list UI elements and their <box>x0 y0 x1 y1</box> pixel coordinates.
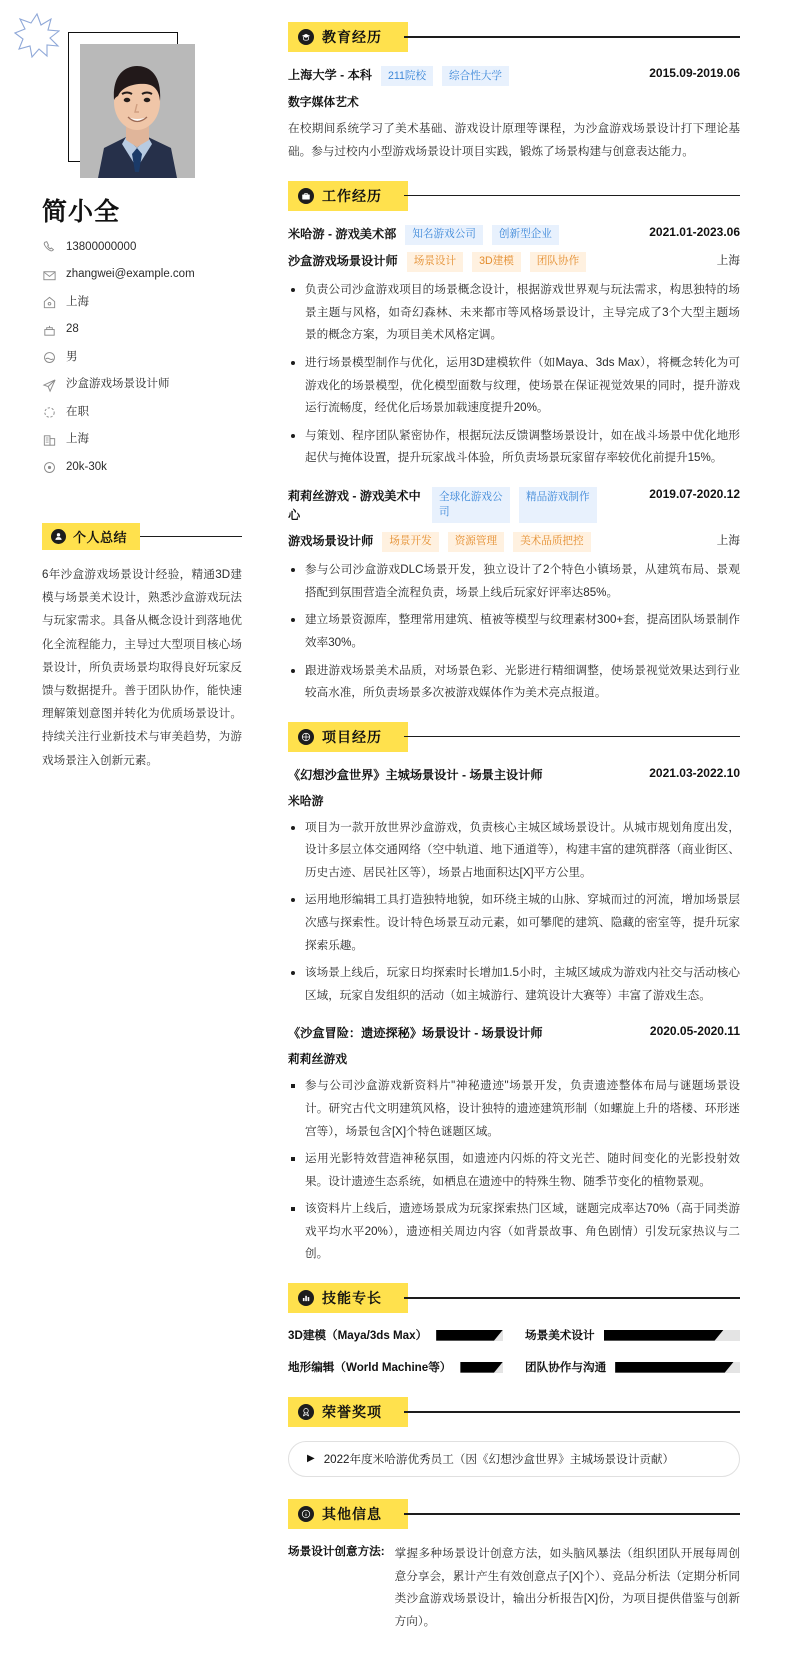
school-name: 上海大学 - 本科 <box>288 68 372 82</box>
play-triangle-icon: ▶ <box>307 1453 315 1465</box>
skill-fill <box>604 1330 724 1341</box>
grid-icon <box>298 729 314 745</box>
work-heading: 工作经历 <box>322 187 382 204</box>
skill-bar <box>460 1362 503 1373</box>
role-tags <box>382 532 699 552</box>
skill-bar <box>604 1330 740 1341</box>
contact-position <box>42 378 256 393</box>
skill-label: 场景美术设计 <box>525 1329 595 1343</box>
main-content <box>280 0 794 1661</box>
company-tags <box>432 487 632 523</box>
education-entry <box>288 66 740 164</box>
education-heading: 教育经历 <box>322 29 382 45</box>
work-date: 2021.01-2023.06 <box>649 224 740 239</box>
contact-value: zhangwei@example.com <box>66 268 195 281</box>
section-projects <box>288 722 740 1266</box>
skill-item <box>525 1327 740 1343</box>
salary-icon <box>42 460 57 475</box>
company-name: 米哈游 - 游戏美术部 <box>288 226 397 241</box>
project-bullets <box>288 1075 740 1266</box>
section-education <box>288 22 740 164</box>
work-entry <box>288 487 740 705</box>
contact-value: 上海 <box>66 433 89 446</box>
list-item: 与策划、程序团队紧密协作，根据玩法反馈调整场景设计，如在战斗场景中优化地形起伏与掩体设置，提升玩家战斗体验，所负责场景玩家留存率较优化前提升15%。 <box>288 425 740 470</box>
contact-list <box>42 240 256 475</box>
skill-fill <box>460 1362 503 1373</box>
section-work <box>288 181 740 705</box>
graduation-icon <box>298 29 314 45</box>
contact-value: 上海 <box>66 295 89 308</box>
phone-icon <box>42 240 57 255</box>
list-item: 建立场景资源库，整理常用建筑、植被等模型与纹理素材300+套，提高团队场景制作效率30%。 <box>288 609 740 654</box>
page-title: 简小全 <box>42 198 121 226</box>
project-entry <box>288 1024 740 1266</box>
skill-item <box>525 1359 740 1375</box>
paper-plane-icon <box>42 378 57 393</box>
skill-label: 团队协作与沟通 <box>525 1361 607 1375</box>
home-icon <box>42 295 57 310</box>
contact-value: 男 <box>66 350 78 363</box>
skills-header <box>288 1283 740 1313</box>
header-rule <box>404 1297 740 1298</box>
briefcase-icon <box>298 188 314 204</box>
tag: 3D建模 <box>472 252 521 272</box>
projects-header <box>288 722 740 752</box>
company-name: 莉莉丝游戏 - 游戏美术中心 <box>288 489 421 522</box>
cake-icon <box>42 323 57 338</box>
tag: 场景设计 <box>407 252 463 272</box>
gender-icon <box>42 350 57 365</box>
tag: 精品游戏制作 <box>519 487 597 523</box>
skill-bar <box>615 1362 740 1373</box>
role-name: 沙盒游戏场景设计师 <box>288 253 398 268</box>
header-rule <box>404 36 740 37</box>
section-honors <box>288 1397 740 1477</box>
summary-text: 6年沙盒游戏场景设计经验，精通3D建模与场景美术设计，熟悉沙盒游戏玩法与玩家需求。具备从概念设计到落地优化全流程能力，主导过大型项目核心场景设计，所负责场景均取得良好玩家反馈与数据提升。善于团队协作，能快速理解策划意图并转化为优质场景设计。持续关注行业新技术与审美趋势，为游戏场景注入创新元素。 <box>42 568 242 767</box>
other-label: 场景设计创意方法: <box>288 1545 385 1559</box>
list-item: 该资料片上线后，遗迹场景成为玩家探索热门区域，谜题完成率达70%（高于同类游戏平均水平20%），遗迹相关周边内容（如背景故事、角色剧情）引发玩家热议与二创。 <box>288 1198 740 1266</box>
header-rule <box>404 195 740 196</box>
contact-gender <box>42 350 256 365</box>
work-bullets <box>288 279 740 470</box>
tag: 211院校 <box>381 66 433 86</box>
project-company: 莉莉丝游戏 <box>288 1052 347 1067</box>
contact-value: 20k-30k <box>66 460 107 473</box>
info-icon <box>298 1506 314 1522</box>
contact-email <box>42 268 256 283</box>
school-tags <box>381 66 632 86</box>
work-location: 上海 <box>716 533 740 547</box>
list-item: 参与公司沙盒游戏新资料片"神秘遗迹"场景开发，负责遗迹整体布局与谜题场景设计。研究古代文明建筑风格，设计独特的遗迹建筑形制（如螺旋上升的塔楼、环形迷宫等），场景包含[X]个特色谜题区域。 <box>288 1075 740 1143</box>
chart-icon <box>298 1290 314 1306</box>
contact-value: 沙盒游戏场景设计师 <box>66 378 170 391</box>
list-item: 该场景上线后，玩家日均探索时长增加1.5小时，主城区域成为游戏内社交与活动核心区域，玩家自发组织的活动（如主城游行、建筑设计大赛等）丰富了游戏生态。 <box>288 962 740 1007</box>
avatar <box>80 44 195 178</box>
other-header <box>288 1499 740 1529</box>
tag: 场景开发 <box>382 532 438 552</box>
tag: 知名游戏公司 <box>405 225 483 245</box>
honors-header <box>288 1397 740 1427</box>
skill-item <box>288 1359 503 1375</box>
education-date: 2015.09-2019.06 <box>649 66 740 80</box>
skill-label: 地形编辑（World Machine等） <box>288 1361 452 1375</box>
tag: 团队协作 <box>530 252 586 272</box>
work-date: 2019.07-2020.12 <box>649 487 740 502</box>
list-item: 运用光影特效营造神秘氛围，如遗迹内闪烁的符文光芒、随时间变化的光影投射效果。设计遗迹生态系统，如栖息在遗迹中的特殊生物、随季节变化的植物景观。 <box>288 1148 740 1193</box>
status-icon <box>42 405 57 420</box>
education-desc: 在校期间系统学习了美术基础、游戏设计原理等课程，为沙盒游戏场景设计打下理论基础。参与过校内小型游戏场景设计项目实践，锻炼了场景构建与创意表达能力。 <box>288 122 740 158</box>
work-bullets <box>288 559 740 705</box>
contact-phone <box>42 240 256 255</box>
skill-item <box>288 1327 503 1343</box>
honor-item <box>288 1441 740 1477</box>
honor-text: 2022年度米哈游优秀员工（因《幻想沙盒世界》主城场景设计贡献） <box>323 1453 675 1467</box>
honors-heading: 荣誉奖项 <box>322 1404 382 1421</box>
summary-heading: 个人总结 <box>73 530 128 545</box>
header-rule <box>404 1513 740 1514</box>
project-entry <box>288 766 740 1008</box>
summary-section <box>42 523 242 772</box>
section-other <box>288 1499 740 1633</box>
contact-home <box>42 295 256 310</box>
education-header <box>288 22 740 52</box>
sidebar <box>0 0 280 796</box>
tag: 创新型企业 <box>492 225 559 245</box>
skill-fill <box>436 1330 503 1341</box>
person-icon <box>51 529 66 544</box>
project-company: 米哈游 <box>288 793 324 808</box>
starburst-icon <box>14 12 60 58</box>
mail-icon <box>42 268 57 283</box>
project-date: 2020.05-2020.11 <box>649 1024 740 1039</box>
project-title: 《沙盒冒险：遗迹探秘》场景设计 - 场景设计师 <box>288 1026 543 1041</box>
header-rule <box>404 1411 740 1412</box>
tag: 资源管理 <box>448 532 504 552</box>
header-rule <box>140 536 242 537</box>
contact-value: 13800000000 <box>66 240 137 253</box>
work-location: 上海 <box>716 253 740 267</box>
skills-heading: 技能专长 <box>322 1290 382 1307</box>
skills-grid <box>288 1327 740 1375</box>
list-item: 跟进游戏场景美术品质，对场景色彩、光影进行精细调整，使场景视觉效果达到行业较高水准，所负责场景多次被游戏媒体作为美术亮点报道。 <box>288 660 740 705</box>
tag: 全球化游戏公司 <box>432 487 510 523</box>
tag: 综合性大学 <box>442 66 509 86</box>
project-bullets <box>288 817 740 1008</box>
contact-value: 28 <box>66 323 79 336</box>
tag: 美术品质把控 <box>513 532 591 552</box>
summary-header <box>42 523 242 550</box>
work-header <box>288 181 740 211</box>
other-heading: 其他信息 <box>322 1506 382 1523</box>
list-item: 运用地形编辑工具打造独特地貌，如环绕主城的山脉、穿城而过的河流，增加场景层次感与探索性。设计特色场景互动元素，如可攀爬的建筑、隐藏的密室等，提升玩家探索乐趣。 <box>288 889 740 957</box>
contact-salary <box>42 460 256 475</box>
other-value: 掌握多种场景设计创意方法，如头脑风暴法（组织团队开展每周创意分享会，累计产生有效创意点子[X]个）、竞品分析法（定期分析同类沙盒游戏场景设计，输出分析报告[X]份，为项目提供借鉴与创新方向）。 <box>394 1547 740 1628</box>
role-tags <box>407 252 700 272</box>
skill-fill <box>615 1362 734 1373</box>
work-entry <box>288 225 740 470</box>
list-item: 参与公司沙盒游戏DLC场景开发，独立设计了2个特色小镇场景，从建筑布局、景观搭配到氛围营造全流程负责，场景上线后玩家好评率达85%。 <box>288 559 740 604</box>
project-date: 2021.03-2022.10 <box>649 765 740 780</box>
contact-value: 在职 <box>66 405 89 418</box>
skill-label: 3D建模（Maya/3ds Max） <box>288 1329 428 1343</box>
company-tags <box>405 225 632 245</box>
skill-bar <box>436 1330 503 1341</box>
major: 数字媒体艺术 <box>288 95 359 110</box>
photo-block <box>42 18 247 178</box>
project-title: 《幻想沙盒世界》主城场景设计 - 场景主设计师 <box>288 767 543 782</box>
list-item: 负责公司沙盒游戏项目的场景概念设计，根据游戏世界观与玩法需求，构思独特的场景主题与风格，如奇幻森林、未来都市等风格场景设计，主导完成了3个大型主题场景的概念方案，为项目美术风格定调。 <box>288 279 740 347</box>
building-icon <box>42 433 57 448</box>
list-item: 进行场景模型制作与优化，运用3D建模软件（如Maya、3ds Max），将概念转化为可游戏化的场景模型，优化模型面数与纹理，使场景在保证视觉效果的同时，提升游戏运行流畅度，经优化后场景加载速度提升20%。 <box>288 352 740 420</box>
award-icon <box>298 1404 314 1420</box>
header-rule <box>404 736 740 737</box>
role-name: 游戏场景设计师 <box>288 533 374 548</box>
contact-city <box>42 433 256 448</box>
other-item <box>288 1543 740 1633</box>
list-item: 项目为一款开放世界沙盒游戏，负责核心主城区域场景设计。从城市规划角度出发，设计多层立体交通网络（空中轨道、地下通道等），构建丰富的建筑群落（商业街区、历史古迹、居民社区等），场景占地面积达[X]平方公里。 <box>288 817 740 885</box>
projects-heading: 项目经历 <box>322 728 382 745</box>
section-skills <box>288 1283 740 1375</box>
contact-age <box>42 323 256 338</box>
contact-status <box>42 405 256 420</box>
